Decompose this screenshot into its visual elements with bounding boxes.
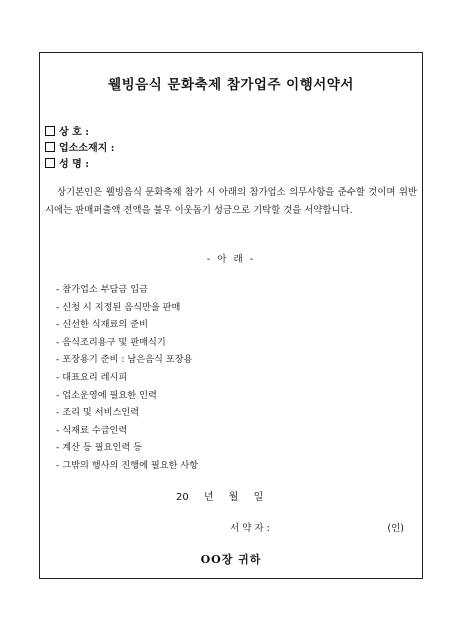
list-item: - 신선한 식재료의 준비 — [56, 319, 148, 331]
field-person-name — [45, 157, 123, 173]
list-item: - 포장용기 준비 : 남은음식 포장용 — [56, 354, 193, 366]
field-label: 업소소재지 : — [59, 143, 115, 154]
field-label: 성 명 : — [59, 159, 89, 170]
obligation-list — [56, 281, 198, 475]
info-fields — [45, 125, 123, 173]
list-item: - 조리 및 서비스인력 — [56, 407, 140, 419]
seal-label: (인) — [387, 523, 404, 534]
list-item: - 그밖의 행사의 진행에 필요한 사항 — [56, 459, 199, 471]
section-heading: - 아 래 - — [206, 254, 256, 265]
list-item: - 대표요리 레시피 — [56, 371, 128, 383]
addressee: OO장 귀하 — [200, 553, 262, 566]
checkbox-icon — [45, 126, 55, 136]
list-item: - 참가업소 부담금 입금 — [56, 284, 148, 295]
list-item: - 식재료 수급인력 — [56, 424, 128, 436]
list-item: - 업소운영에 필요한 인력 — [56, 389, 157, 401]
checkbox-icon — [45, 142, 55, 152]
document-title: 웰빙음식 문화축제 참가업주 이행서약서 — [108, 77, 354, 93]
pledge-paragraph: 상기본인은 웰빙음식 문화축제 참가 시 아래의 참가업소 의무사항을 준수할 것이며 위반 시에는 판매퍼출액 전액을 불우 이웃돕기 성금으로 기탁할 것을 서약합니다. — [45, 187, 417, 216]
list-item: - 신청 시 지정된 음식만을 판매 — [56, 301, 181, 313]
checkbox-icon — [45, 158, 55, 168]
field-label: 상 호 : — [59, 127, 89, 138]
signer-label: 서 약 자 : — [230, 523, 270, 534]
document-frame — [39, 52, 423, 579]
field-business-address — [45, 141, 123, 157]
date-line: 20 년 월 일 — [176, 492, 264, 503]
list-item: - 계산 등 필요인력 등 — [56, 442, 142, 454]
list-item: - 음식조리용구 및 판매식기 — [56, 336, 166, 348]
field-business-name — [45, 125, 123, 141]
